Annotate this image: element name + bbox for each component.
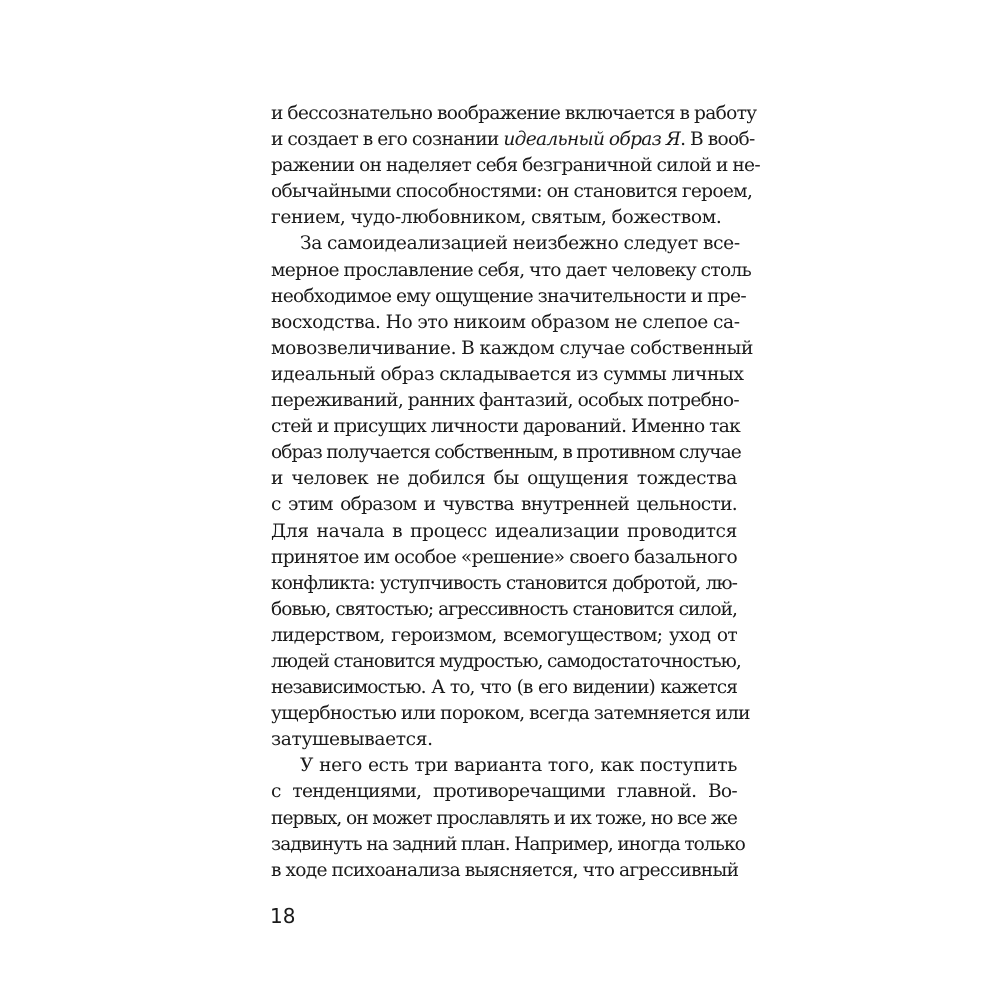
text-line: переживаний, ранних фантазий, особых потребно- [271,390,739,412]
text-line [271,127,755,153]
text-line: гением, чудо-любовником, святым, божеством. [271,207,722,229]
text-line: мовозвеличивание. В каждом случае собственный [271,337,754,359]
text-line: За самоидеализацией неизбежно следует все- [300,233,740,255]
text-line: задвинуть на задний план. Например, иногда только [271,833,745,855]
text-line: восходства. Но это никоим образом не слепое са- [271,311,740,333]
text-line: обычайными способностями: он становится героем, [271,181,753,203]
text-line: и человек не добился бы ощущения тождества [271,468,737,490]
text-line: с этим образом и чувства внутренней цельности. [271,494,737,516]
text-line: идеальный образ складывается из суммы личных [271,363,744,385]
body-text [271,101,760,884]
text-line: Для начала в процесс идеализации проводится [271,520,737,542]
italic-term: идеальный образ Я [503,129,681,151]
text-line: бовью, святостью; агрессивность становится силой, [271,598,737,620]
text-line: принятое им особое «решение» своего базального [271,546,737,568]
text-span: . В вооб- [680,129,755,151]
text-line: конфликта: уступчивость становится добротой, лю- [271,572,737,594]
text-line: независимостью. А то, что (в его видении) кажется [271,677,737,699]
text-line: ущербностью или пороком, всегда затемняется или [271,703,750,725]
text-line: У него есть три варианта того, как поступить [300,755,737,777]
text-line: лидерством, героизмом, всемогуществом; уход от [271,624,737,646]
text-line: и бессознательно воображение включается в работу [271,103,757,124]
text-line: ражении он наделяет себя безграничной силой и не- [271,155,760,177]
text-line: людей становится мудростью, самодостаточностью, [271,650,741,672]
text-line: мерное прославление себя, что дает человеку столь [271,259,752,281]
text-line: в ходе психоанализа выясняется, что агрессивный [271,859,739,881]
text-line: стей и присущих личности дарований. Именно так [271,416,741,438]
text-line: образ получается собственным, в противном случае [271,442,741,464]
text-line: первых, он может прославлять и их тоже, но все же [271,807,737,829]
text-line: необходимое ему ощущение значительности и пре- [271,285,746,307]
text-line: с тенденциями, противоречащими главной. Во- [271,781,737,803]
page-number: 18 [270,904,296,928]
text-span: и создает в его сознании [271,129,504,151]
text-line: затушевывается. [271,729,433,751]
